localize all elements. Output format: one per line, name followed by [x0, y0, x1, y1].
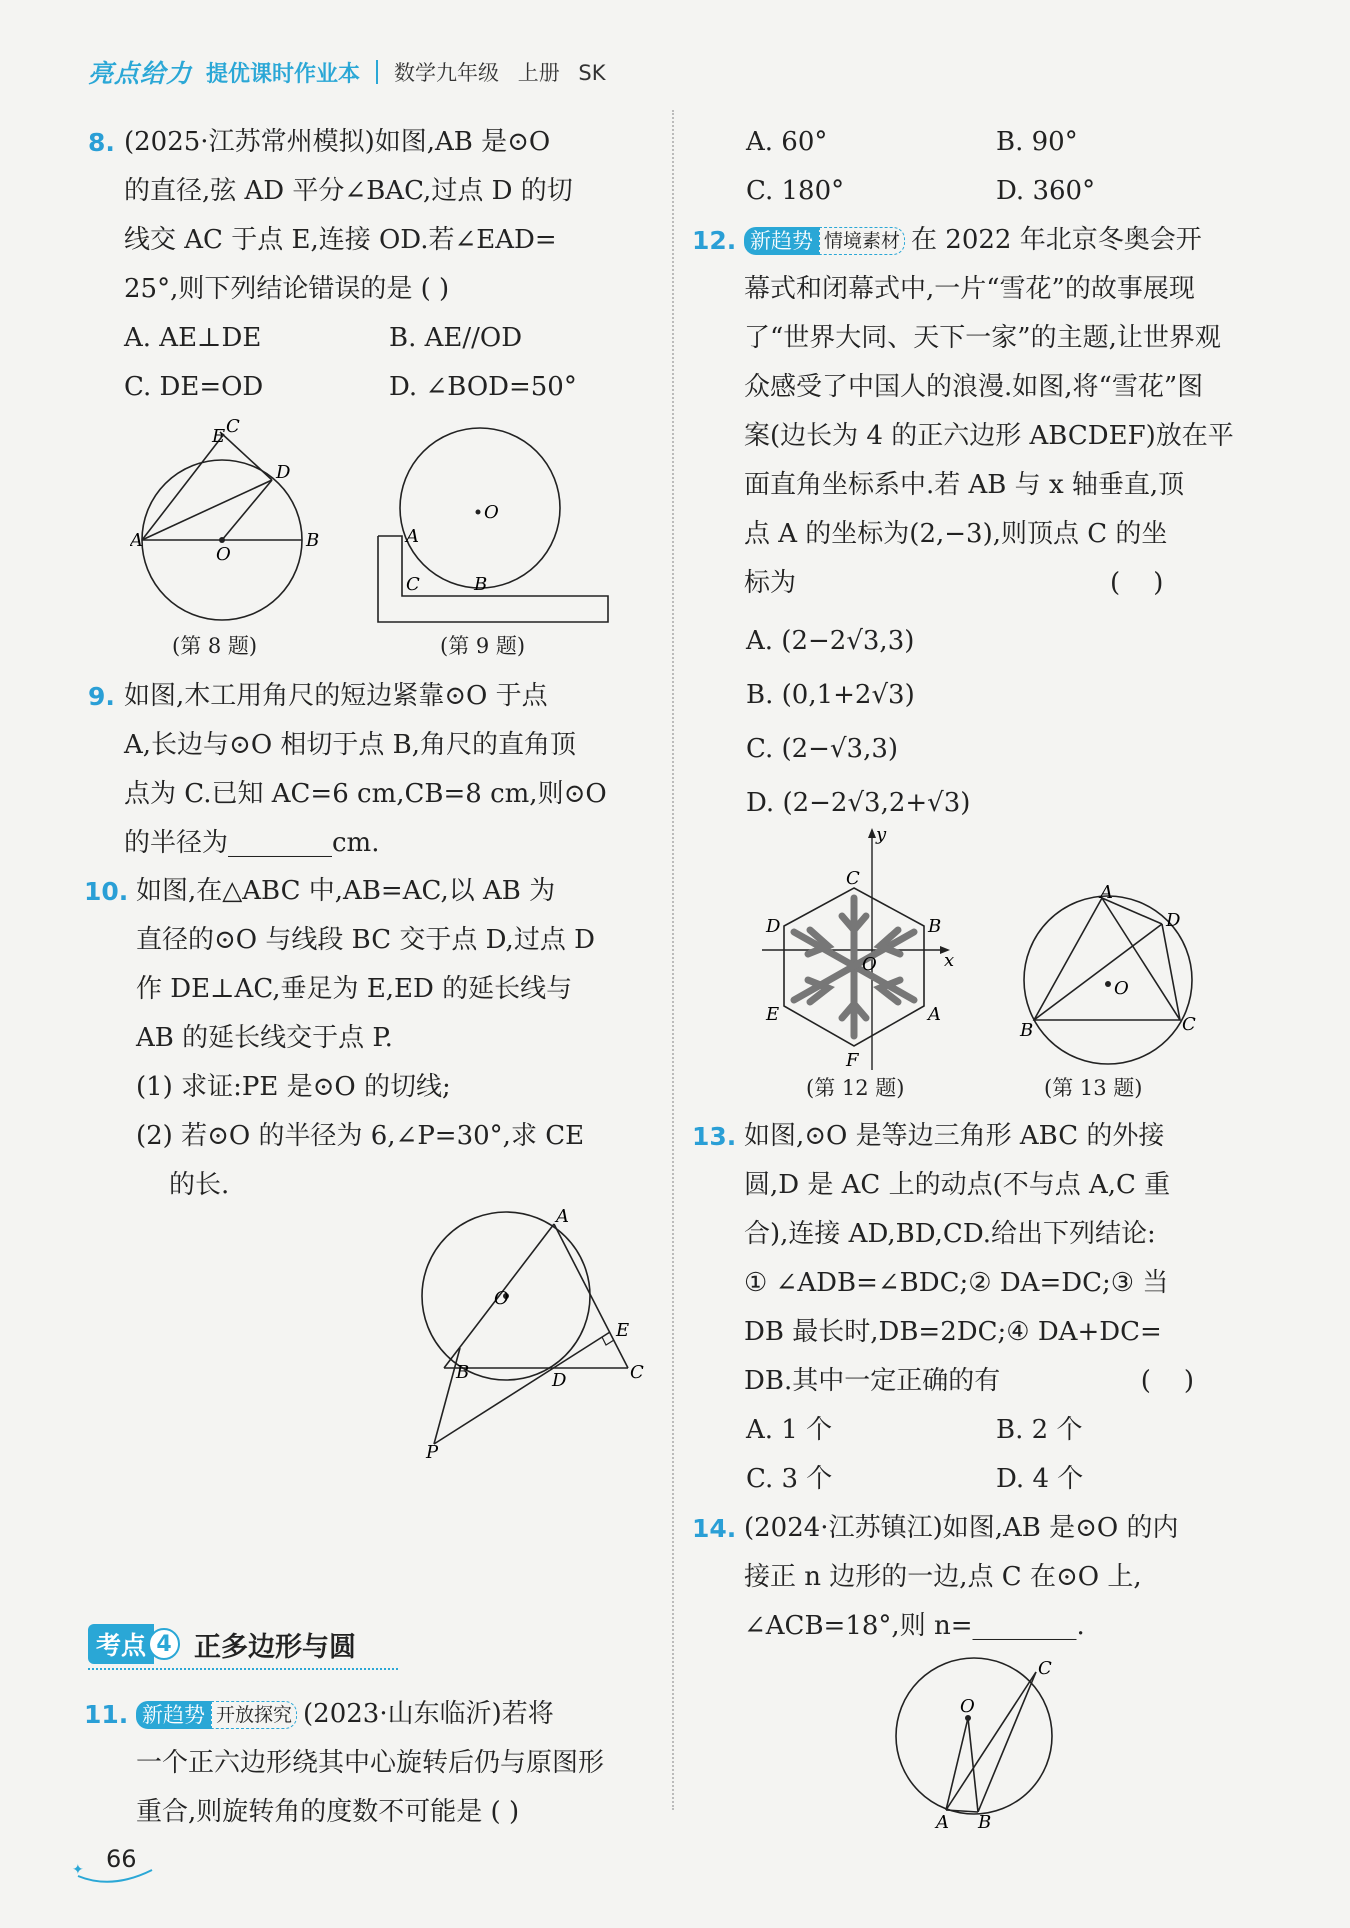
- question-12-options: [746, 614, 1266, 830]
- q8-line: 25°,则下列结论错误的是 ( ): [124, 274, 450, 304]
- figure-9: [372, 426, 612, 626]
- q9-line: 的半径为________cm.: [124, 828, 380, 858]
- q12-line: 案(边长为 4 的正六边形 ABCDEF)放在平: [744, 421, 1234, 451]
- question-14-number: 14.: [692, 1514, 737, 1543]
- q12-option-b[interactable]: B. (0,1+2√3): [746, 680, 915, 710]
- q8-option-a[interactable]: A. AE⊥DE: [124, 323, 262, 353]
- q8-option-b[interactable]: B. AE//OD: [389, 323, 523, 353]
- q12-line: 点 A 的坐标为(2,−3),则顶点 C 的坐: [744, 519, 1168, 549]
- q12-line-0: 新趋势 情境素材 在 2022 年北京冬奥会开: [744, 216, 1264, 265]
- q12-line: 幕式和闭幕式中,一片“雪花”的故事展现: [744, 274, 1195, 304]
- fig12-label-e: E: [766, 1004, 780, 1025]
- q14-line: (2024·江苏镇江)如图,AB 是⊙O 的内: [744, 1513, 1179, 1543]
- q12-line: 标为 ( ): [744, 568, 1164, 598]
- figure-9-caption: (第 9 题): [440, 634, 526, 658]
- q11-line-0: 新趋势 开放探究 (2023·山东临沂)若将: [136, 1690, 656, 1739]
- question-11-number: 11.: [84, 1700, 129, 1729]
- figure-10: [420, 1200, 660, 1462]
- header-divider: [376, 60, 378, 84]
- q13-line: DB 最长时,DB=2DC;④ DA+DC=: [744, 1317, 1162, 1347]
- question-9-number: 9.: [88, 682, 115, 711]
- section-title: 正多边形与圆: [194, 1631, 357, 1663]
- question-11-options: [746, 118, 1266, 216]
- fig10-label-b: B: [456, 1362, 470, 1383]
- section-number: 4: [148, 1628, 180, 1660]
- q11-line: 一个正六边形绕其中心旋转后仍与原图形: [136, 1748, 605, 1778]
- fig12-label-c: C: [846, 868, 860, 889]
- svg-text:✦: ✦: [72, 1862, 84, 1878]
- figure-13-caption: (第 13 题): [1044, 1076, 1143, 1100]
- q10-part-2: (2) 若⊙O 的半径为 6,∠P=30°,求 CE: [136, 1121, 585, 1151]
- q10-part-1: (1) 求证:PE 是⊙O 的切线;: [136, 1072, 451, 1102]
- topic-tag: 开放探究: [211, 1701, 297, 1729]
- question-9-stem: [124, 672, 654, 868]
- fig10-label-c: C: [630, 1362, 644, 1383]
- q10-line: AB 的延长线交于点 P.: [136, 1023, 393, 1053]
- fig13-label-c: C: [1182, 1014, 1196, 1035]
- q10-line: 的长.: [136, 1170, 230, 1200]
- topic-tag: 情境素材: [819, 227, 905, 255]
- figure-14: [880, 1650, 1070, 1830]
- q10-line: 直径的⊙O 与线段 BC 交于点 D,过点 D: [136, 925, 595, 955]
- fig10-label-e: E: [616, 1320, 630, 1341]
- question-13-number: 13.: [692, 1122, 737, 1151]
- q12-line: 了“世界大同、天下一家”的主题,让世界观: [744, 323, 1221, 353]
- fig12-label-o: O: [862, 954, 877, 975]
- section-label: 考点: [88, 1624, 154, 1664]
- fig14-label-a: A: [936, 1812, 949, 1830]
- fig12-label-f: F: [846, 1050, 859, 1071]
- snowflake-icon: [794, 898, 914, 1036]
- fig8-label-d: D: [276, 462, 291, 483]
- q11-option-b[interactable]: B. 90°: [996, 127, 1078, 157]
- fig8-label-a: A: [130, 530, 143, 551]
- q13-option-c[interactable]: C. 3 个: [746, 1464, 833, 1494]
- brand-logo: 亮点给力: [88, 59, 193, 88]
- q12-option-d[interactable]: D. (2−2√3,2+√3): [746, 788, 971, 818]
- question-10-number: 10.: [84, 877, 129, 906]
- q9-line: 如图,木工用角尺的短边紧靠⊙O 于点: [124, 681, 548, 711]
- fig10-label-a: A: [556, 1206, 569, 1227]
- question-13-options: [746, 1406, 1266, 1504]
- fig14-label-b: B: [978, 1812, 992, 1830]
- q12-option-c[interactable]: C. (2−√3,3): [746, 734, 899, 764]
- question-12-stem: [744, 216, 1264, 608]
- figure-8-caption: (第 8 题): [172, 634, 258, 658]
- series-title: 提优课时作业本: [206, 61, 361, 87]
- section-underline: [88, 1668, 398, 1670]
- q10-line: 作 DE⊥AC,垂足为 E,ED 的延长线与: [136, 974, 573, 1004]
- question-12-number: 12.: [692, 226, 737, 255]
- column-divider: [672, 110, 674, 1810]
- figure-8: [130, 418, 320, 628]
- question-8-stem: [124, 118, 654, 314]
- page-number: 66: [106, 1845, 137, 1873]
- figure-12: [752, 826, 972, 1072]
- question-8-number: 8.: [88, 128, 115, 157]
- fig12-label-a: A: [928, 1004, 941, 1025]
- trend-tag: 新趋势: [744, 227, 819, 255]
- fig12-label-y: y: [876, 826, 887, 845]
- fig10-label-p: P: [426, 1442, 439, 1462]
- q13-line: 合),连接 AD,BD,CD.给出下列结论:: [744, 1219, 1156, 1249]
- q9-line: A,长边与⊙O 相切于点 B,角尺的直角顶: [124, 730, 577, 760]
- q13-option-b[interactable]: B. 2 个: [996, 1415, 1083, 1445]
- q13-option-d[interactable]: D. 4 个: [996, 1464, 1084, 1494]
- q11-option-a[interactable]: A. 60°: [746, 127, 828, 157]
- q8-line: 的直径,弦 AD 平分∠BAC,过点 D 的切: [124, 176, 573, 206]
- fig13-label-a: A: [1100, 884, 1113, 903]
- q12-option-a[interactable]: A. (2−2√3,3): [746, 626, 915, 656]
- q8-line: 线交 AC 于点 E,连接 OD.若∠EAD=: [124, 225, 557, 255]
- question-8-options: [124, 314, 644, 412]
- fig13-label-b: B: [1020, 1020, 1034, 1041]
- q8-option-c[interactable]: C. DE=OD: [124, 372, 264, 402]
- page-header: [88, 52, 605, 92]
- trend-tag: 新趋势: [136, 1701, 211, 1729]
- fig10-label-d: D: [552, 1370, 567, 1391]
- fig9-label-o: O: [484, 502, 499, 523]
- q11-line: 重合,则旋转角的度数不可能是 ( ): [136, 1797, 520, 1827]
- fig8-label-o: O: [216, 544, 231, 565]
- fig10-label-o: O: [494, 1288, 509, 1309]
- q13-line: 圆,D 是 AC 上的动点(不与点 A,C 重: [744, 1170, 1171, 1200]
- q11-option-c[interactable]: C. 180°: [746, 176, 845, 206]
- question-14-stem: [744, 1504, 1264, 1651]
- question-10-stem: [136, 867, 656, 1210]
- fig12-label-d: D: [766, 916, 781, 937]
- question-11-stem: [136, 1690, 656, 1837]
- fig12-label-b: B: [928, 916, 942, 937]
- q8-line: (2025·江苏常州模拟)如图,AB 是⊙O: [124, 127, 551, 157]
- question-13-stem: [744, 1112, 1264, 1406]
- q14-line: ∠ACB=18°,则 n=________.: [744, 1611, 1085, 1641]
- fig12-label-x: x: [944, 950, 955, 971]
- figure-12-caption: (第 12 题): [806, 1076, 905, 1100]
- book-info: 数学九年级 上册 SK: [394, 61, 606, 85]
- q8-option-d[interactable]: D. ∠BOD=50°: [389, 372, 577, 402]
- fig14-label-c: C: [1038, 1658, 1052, 1679]
- fig13-label-o: O: [1114, 978, 1129, 999]
- q12-line: 众感受了中国人的浪漫.如图,将“雪花”图: [744, 372, 1204, 402]
- q9-line: 点为 C.已知 AC=6 cm,CB=8 cm,则⊙O: [124, 779, 607, 809]
- q11-option-d[interactable]: D. 360°: [996, 176, 1096, 206]
- fig8-label-b: B: [306, 530, 320, 551]
- q13-line: 如图,⊙O 是等边三角形 ABC 的外接: [744, 1121, 1165, 1151]
- q13-line: DB.其中一定正确的有 ( ): [744, 1366, 1195, 1396]
- fig8-label-e: E: [212, 426, 226, 447]
- fig14-label-o: O: [960, 1696, 975, 1717]
- fig8-label-c: C: [226, 418, 240, 437]
- q12-line: 面直角坐标系中.若 AB 与 x 轴垂直,顶: [744, 470, 1185, 500]
- section-heading: [88, 1622, 356, 1666]
- q13-line: ① ∠ADB=∠BDC;② DA=DC;③ 当: [744, 1268, 1169, 1298]
- fig9-label-c: C: [406, 574, 420, 595]
- figure-13: [1010, 884, 1210, 1070]
- q10-line: 如图,在△ABC 中,AB=AC,以 AB 为: [136, 876, 556, 906]
- q14-line: 接正 n 边形的一边,点 C 在⊙O 上,: [744, 1562, 1142, 1592]
- fig9-label-b: B: [474, 574, 488, 595]
- q13-option-a[interactable]: A. 1 个: [746, 1415, 833, 1445]
- fig13-label-d: D: [1166, 910, 1181, 931]
- fig9-label-a: A: [406, 526, 419, 547]
